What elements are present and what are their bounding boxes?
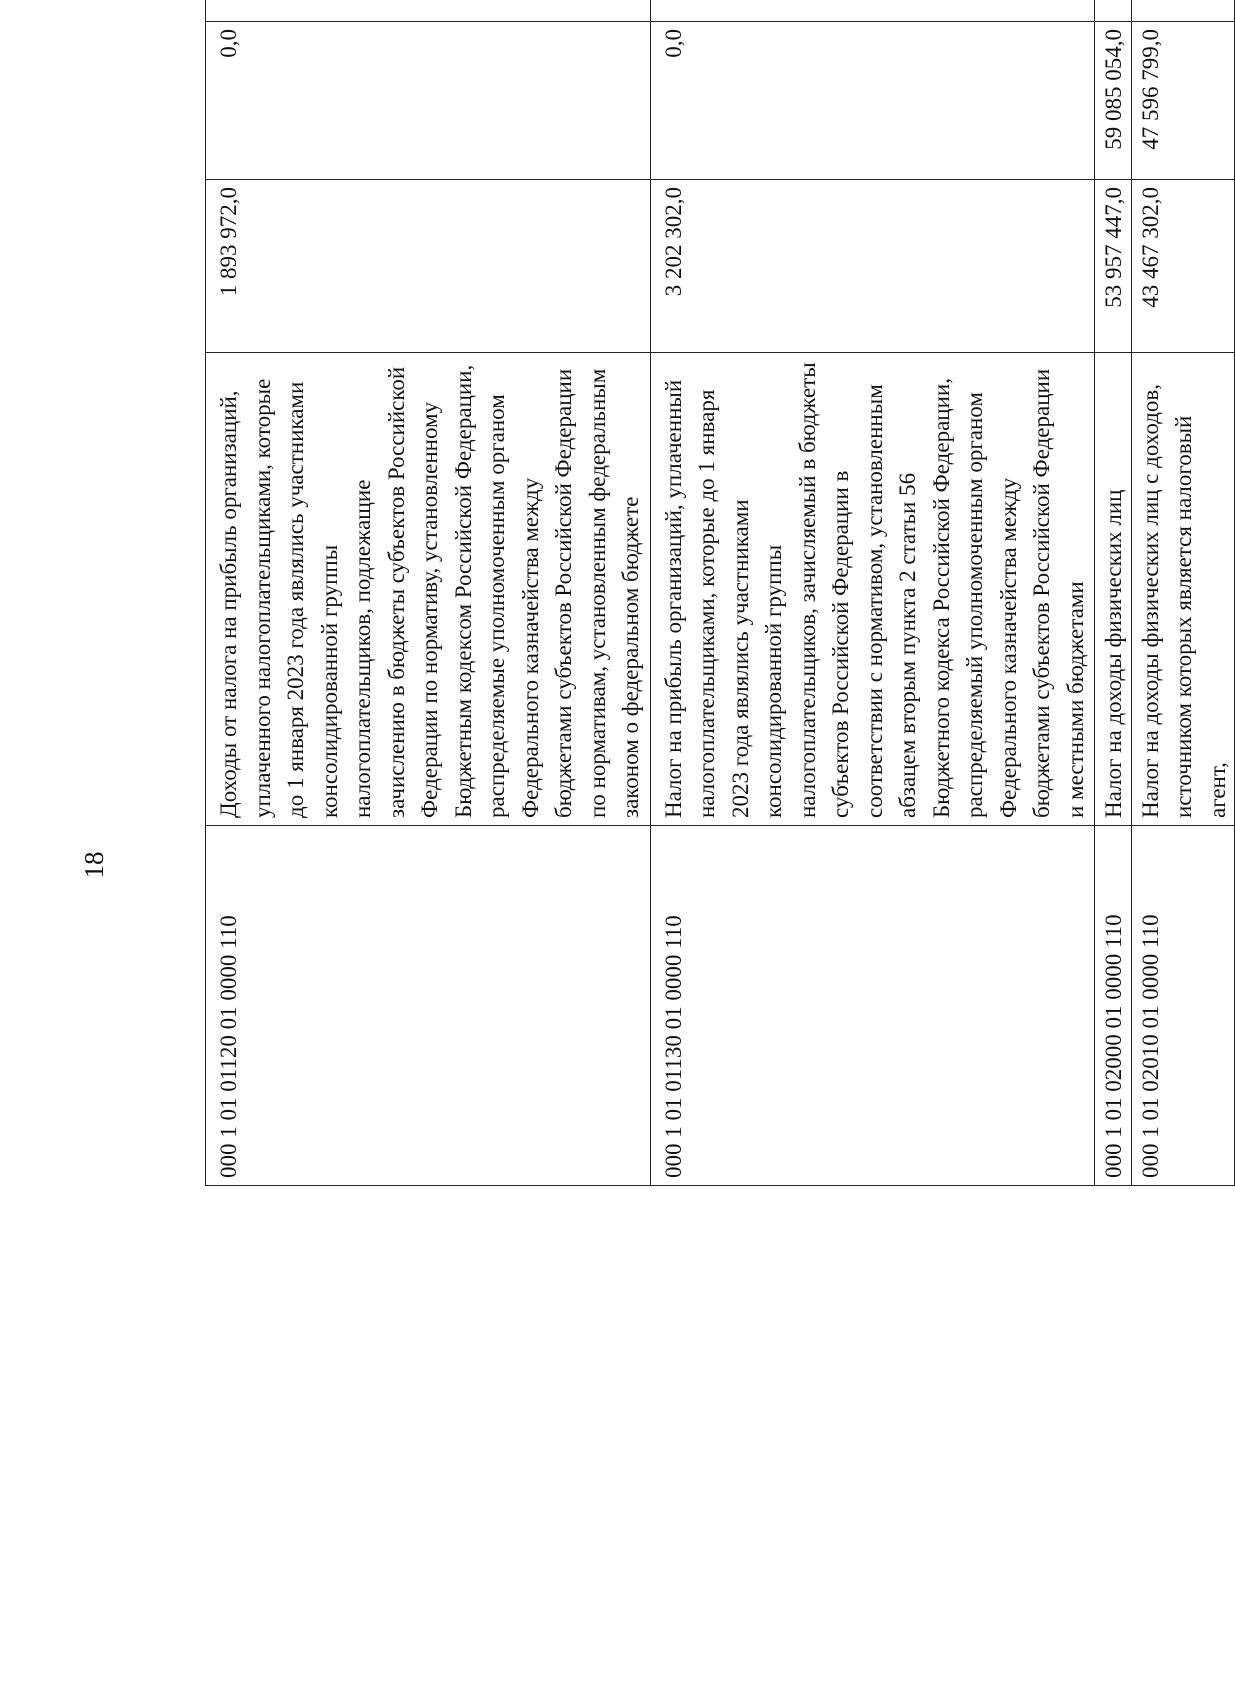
value-cell-3 [1095, 0, 1132, 22]
table-row [206, 0, 651, 1186]
page-number: 18 [79, 851, 109, 879]
value-cell-3 [206, 0, 651, 22]
value-cell-3 [1131, 0, 1235, 22]
value-cell-2: 0,0 [206, 22, 651, 180]
revenue-name-cell: Налог на доходы физических лиц [1095, 353, 1132, 826]
value-cell-1: 1 893 972,0 [206, 180, 651, 353]
table-row [650, 0, 1095, 1186]
value-cell-1: 3 202 302,0 [650, 180, 1095, 353]
value-cell-1: 43 467 302,0 [1131, 180, 1235, 353]
revenue-name-cell: Доходы от налога на прибыль организаций, уплаченного налогоплательщиками, которые до 1 января 2023 года являлись участниками консолидированной группы налогоплательщиков, подлежащие зачислению в бюджеты субъектов Российской Федерации по нормативу, установленному Бюджетным кодексом Российской Федерации, распределяемые уполномоченным органом Федерального казначейства между бюджетами субъектов Российской Федерации по нормативам, установленным федеральным законом о федеральном бюджете [206, 353, 651, 826]
value-cell-1: 53 957 447,0 [1095, 180, 1132, 353]
revenue-table [205, 0, 1235, 1186]
value-cell-2: 59 085 054,0 [1095, 22, 1132, 180]
revenue-name-cell: Налог на доходы физических лиц с доходов, источником которых является налоговый агент, [1131, 353, 1235, 826]
budget-code-cell: 000 1 01 01120 01 0000 110 [206, 826, 651, 1186]
budget-code-cell: 000 1 01 02010 01 0000 110 [1131, 826, 1235, 1186]
rotated-table-wrapper [205, 29, 1230, 1186]
value-cell-2: 0,0 [650, 22, 1095, 180]
revenue-name-cell: Налог на прибыль организаций, уплаченный налогоплательщиками, которые до 1 января 2023 года являлись участниками консолидированной группы налогоплательщиков, зачисляемый в бюджеты субъектов Российской Федерации в соответствии с нормативом, установленным абзацем вторым пункта 2 статьи 56 Бюджетного кодекса Российской Федерации, распределяемый уполномоченным органом Федерального казначейства между бюджетами субъектов Российской Федерации и местными бюджетами [650, 353, 1095, 826]
budget-code-cell: 000 1 01 01130 01 0000 110 [650, 826, 1095, 1186]
table-row [1131, 0, 1235, 1186]
table-row [1095, 0, 1132, 1186]
budget-code-cell: 000 1 01 02000 01 0000 110 [1095, 826, 1132, 1186]
value-cell-3 [650, 0, 1095, 22]
value-cell-2: 47 596 799,0 [1131, 22, 1235, 180]
